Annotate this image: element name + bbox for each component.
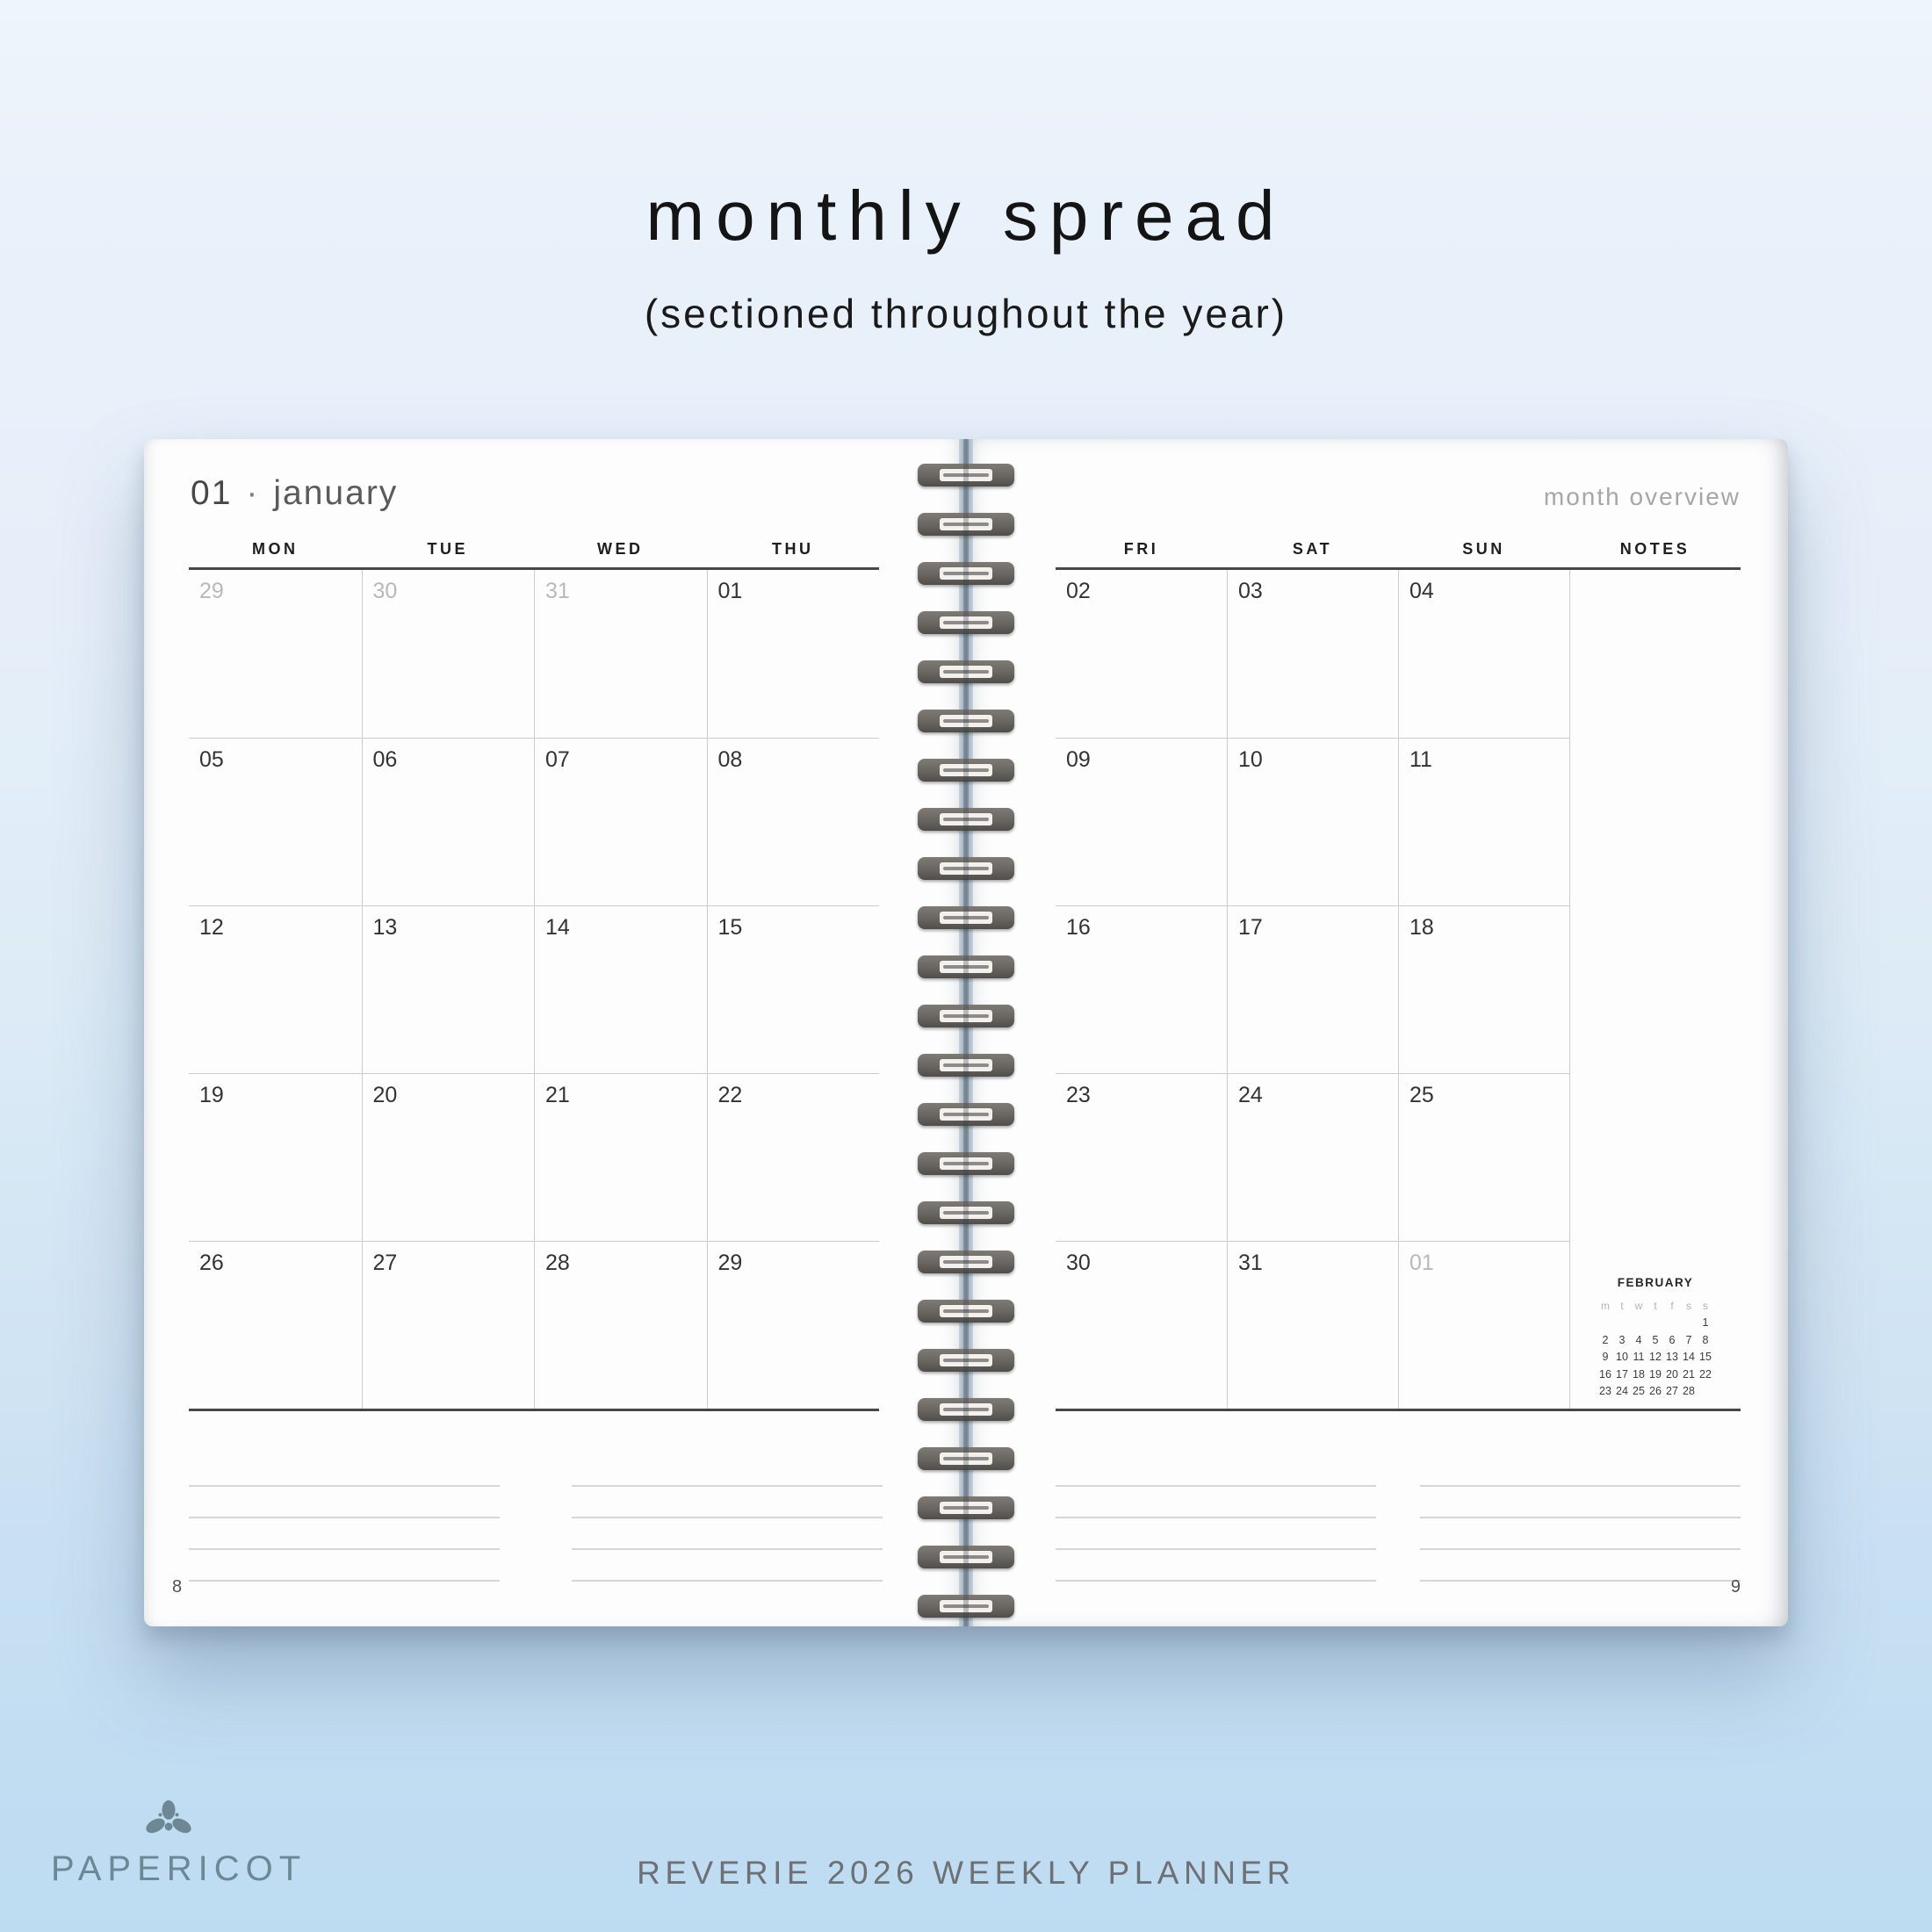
mini-date: 25 (1633, 1385, 1645, 1398)
ruled-line (1056, 1518, 1376, 1550)
day-header: WED (597, 539, 644, 558)
mini-date: 21 (1683, 1367, 1695, 1381)
date-number: 04 (1409, 579, 1434, 603)
date-cell (707, 738, 880, 905)
date-number: 26 (199, 1251, 224, 1275)
mini-date: 13 (1666, 1351, 1678, 1364)
left-cal-body (189, 570, 879, 1411)
date-number: 15 (717, 915, 743, 940)
mini-weekday: f (1670, 1299, 1674, 1312)
date-number: 17 (1238, 915, 1263, 940)
date-number: 30 (372, 579, 398, 603)
mini-weekday: s (1686, 1299, 1691, 1312)
mini-date: 17 (1616, 1367, 1628, 1381)
ruled-line (572, 1518, 883, 1550)
date-number: 06 (372, 747, 398, 772)
ruled-line (189, 1550, 500, 1582)
date-number: 09 (1066, 747, 1091, 772)
date-cell (534, 738, 707, 905)
rule-group (572, 1455, 883, 1582)
page-subtitle: (sectioned throughout the year) (644, 291, 1288, 336)
page-title: monthly spread (645, 177, 1287, 255)
mini-calendar-grid (1594, 1297, 1717, 1400)
left-calendar (189, 530, 879, 1411)
ruled-line (1056, 1455, 1376, 1487)
left-cal-head (189, 530, 879, 570)
date-number: 10 (1238, 747, 1263, 772)
date-number: 27 (372, 1251, 398, 1275)
date-cell (1227, 905, 1398, 1073)
ruled-line (189, 1518, 500, 1550)
mini-date: 5 (1652, 1333, 1659, 1346)
date-cell (189, 570, 362, 738)
mini-date: 27 (1666, 1385, 1678, 1398)
month-separator-dot: · (246, 474, 260, 512)
mini-weekday: t (1654, 1299, 1657, 1312)
date-number: 29 (199, 579, 224, 603)
date-cell (1227, 570, 1398, 738)
date-number: 11 (1409, 747, 1432, 772)
right-cal-head (1056, 530, 1741, 570)
ruled-line (1420, 1455, 1741, 1487)
planner-spread (144, 439, 1788, 1626)
date-cell (707, 905, 880, 1073)
ruled-line (1420, 1518, 1741, 1550)
month-header (191, 474, 398, 513)
day-header: MON (252, 539, 299, 558)
mini-date: 24 (1616, 1385, 1628, 1398)
mini-date: 2 (1602, 1333, 1609, 1346)
date-cell (534, 1073, 707, 1241)
date-number: 30 (1066, 1251, 1091, 1275)
mini-date: 16 (1599, 1367, 1611, 1381)
day-header: SAT (1292, 539, 1333, 558)
day-header: THU (772, 539, 814, 558)
mini-date: 7 (1685, 1333, 1692, 1346)
date-number: 02 (1066, 579, 1091, 603)
mini-date: 10 (1616, 1351, 1628, 1364)
page-number-right: 9 (1730, 1577, 1741, 1597)
planner-right-page (971, 439, 1788, 1626)
day-header: SUN (1462, 539, 1505, 558)
date-number: 29 (717, 1251, 743, 1275)
date-number: 12 (199, 915, 224, 940)
mini-weekday: m (1601, 1299, 1610, 1312)
mini-weekday: t (1620, 1299, 1624, 1312)
date-number: 05 (199, 747, 224, 772)
date-cell (1056, 1073, 1227, 1241)
ruled-line (1420, 1487, 1741, 1518)
date-number: 22 (717, 1083, 743, 1107)
month-name: january (273, 474, 399, 512)
date-cell (189, 905, 362, 1073)
ruled-line (189, 1455, 500, 1487)
mini-date: 20 (1666, 1367, 1678, 1381)
date-cell (189, 1073, 362, 1241)
date-cell (1398, 570, 1569, 738)
date-number: 14 (545, 915, 570, 940)
date-cell (362, 1073, 535, 1241)
date-cell (534, 1241, 707, 1409)
mini-date: 18 (1633, 1367, 1645, 1381)
date-cell (362, 570, 535, 738)
date-cell (1056, 1241, 1227, 1409)
day-header: FRI (1123, 539, 1159, 558)
date-cell (362, 738, 535, 905)
right-notes-lines (1056, 1455, 1741, 1582)
mini-date: 28 (1683, 1385, 1695, 1398)
mini-date: 19 (1649, 1367, 1662, 1381)
mini-calendar-title: FEBRUARY (1617, 1276, 1694, 1289)
date-number: 16 (1066, 915, 1091, 940)
date-cell (1227, 1241, 1398, 1409)
date-cell (362, 1241, 535, 1409)
planner-left-page (144, 439, 961, 1626)
date-cell (707, 570, 880, 738)
ruled-line (1056, 1550, 1376, 1582)
ruled-line (572, 1487, 883, 1518)
mini-date: 22 (1699, 1367, 1712, 1381)
date-cell (189, 1241, 362, 1409)
date-cell (1056, 905, 1227, 1073)
mini-date: 3 (1618, 1333, 1626, 1346)
date-number: 18 (1409, 915, 1434, 940)
mini-date: 4 (1635, 1333, 1642, 1346)
mini-date: 9 (1602, 1351, 1609, 1364)
trillium-leaf-icon (140, 1800, 198, 1841)
date-number: 13 (372, 915, 398, 940)
date-cell (707, 1073, 880, 1241)
mini-weekday: s (1703, 1299, 1708, 1312)
date-cell (189, 738, 362, 905)
date-number: 25 (1409, 1083, 1434, 1107)
mini-date: 8 (1702, 1333, 1709, 1346)
left-notes-lines (189, 1455, 883, 1582)
date-number: 01 (1409, 1251, 1434, 1275)
date-cell (1056, 738, 1227, 905)
ruled-line (1420, 1550, 1741, 1582)
mini-date: 15 (1699, 1351, 1712, 1364)
date-cell (362, 905, 535, 1073)
date-cell (707, 1241, 880, 1409)
ruled-line (1056, 1487, 1376, 1518)
date-number: 01 (717, 579, 743, 603)
date-number: 07 (545, 747, 570, 772)
date-cell (1227, 738, 1398, 905)
ruled-line (572, 1550, 883, 1582)
date-cell (1227, 1073, 1398, 1241)
date-number: 21 (545, 1083, 570, 1107)
date-cell (1398, 738, 1569, 905)
date-number: 08 (717, 747, 743, 772)
date-number: 20 (372, 1083, 398, 1107)
date-cell (1056, 570, 1227, 738)
month-number: 01 (191, 474, 233, 512)
date-cell (1398, 905, 1569, 1073)
date-cell (534, 905, 707, 1073)
ruled-line (189, 1487, 500, 1518)
page-number-left: 8 (172, 1577, 183, 1597)
rule-group (1056, 1455, 1376, 1582)
date-number: 03 (1238, 579, 1263, 603)
date-number: 28 (545, 1251, 570, 1275)
date-number: 19 (199, 1083, 224, 1107)
spine-shadow-line (963, 439, 969, 1626)
mini-calendar (1594, 1276, 1717, 1400)
mini-date: 26 (1649, 1385, 1662, 1398)
rule-group (1420, 1455, 1741, 1582)
date-cell (1398, 1241, 1569, 1409)
mini-date: 11 (1633, 1351, 1645, 1364)
day-header: NOTES (1619, 539, 1690, 558)
mini-date: 6 (1669, 1333, 1676, 1346)
mini-date: 23 (1599, 1385, 1611, 1398)
mini-date: 1 (1702, 1316, 1709, 1330)
product-name: REVERIE 2026 WEEKLY PLANNER (637, 1855, 1295, 1891)
mini-weekday: w (1634, 1299, 1643, 1312)
date-number: 31 (1238, 1251, 1263, 1275)
notes-column (1569, 570, 1741, 1409)
right-calendar (1056, 530, 1741, 1411)
date-cell (1398, 1073, 1569, 1241)
right-cal-body (1056, 570, 1741, 1411)
date-number: 24 (1238, 1083, 1263, 1107)
rule-group (189, 1455, 500, 1582)
mini-date: 14 (1683, 1351, 1695, 1364)
day-header: TUE (427, 539, 468, 558)
month-overview-label: month overview (1543, 483, 1741, 510)
brand-name: PAPERICOT (51, 1849, 307, 1888)
date-cell (534, 570, 707, 738)
date-number: 23 (1066, 1083, 1091, 1107)
date-number: 31 (545, 579, 570, 603)
ruled-line (572, 1455, 883, 1487)
mini-date: 12 (1649, 1351, 1662, 1364)
